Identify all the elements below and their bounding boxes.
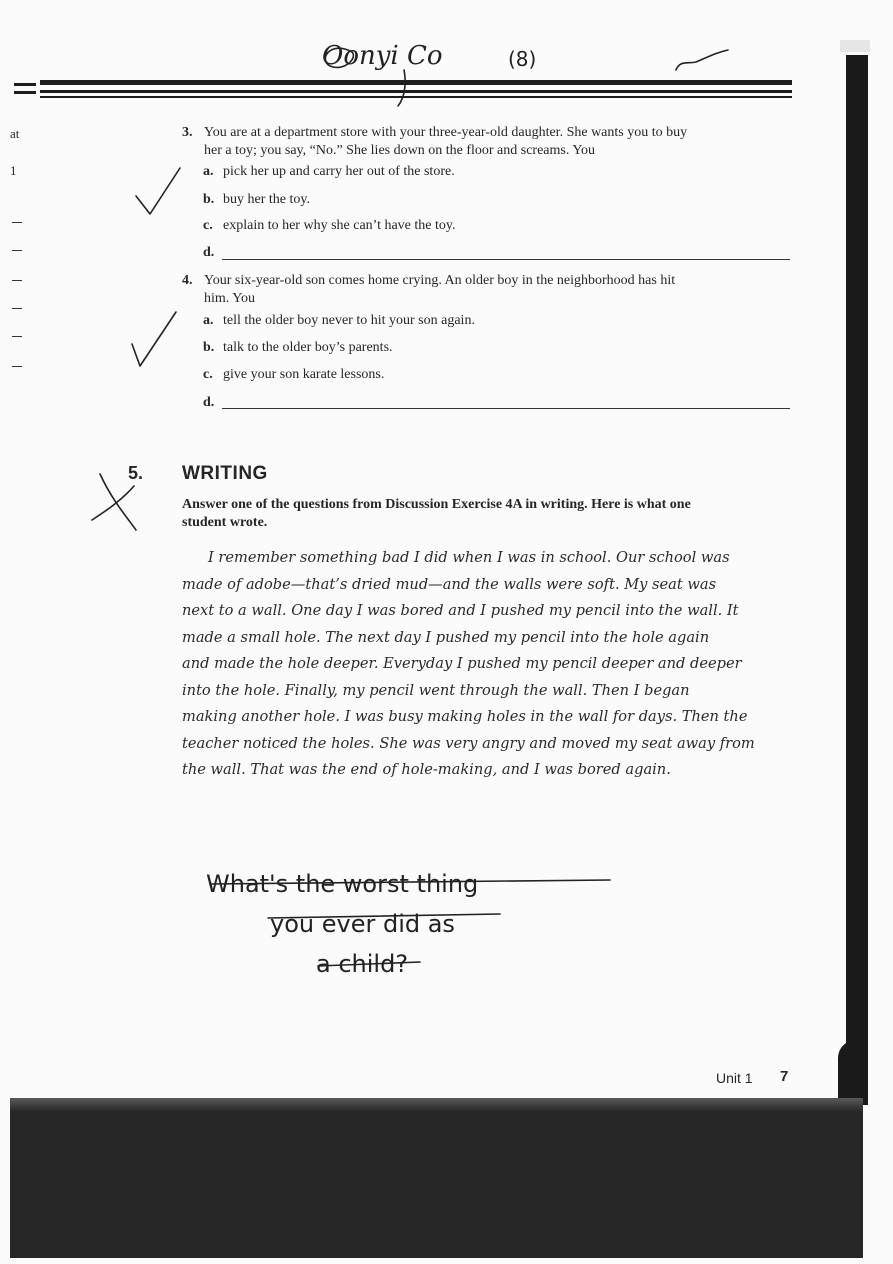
question-stem-line: You are at a department store with your three-year-old daughter. She wants you to buy bbox=[204, 125, 688, 140]
handwritten-prompt: you ever did as bbox=[270, 910, 455, 938]
page-number: 7 bbox=[780, 1068, 789, 1085]
handwritten-name: Oonyi Co bbox=[322, 41, 443, 71]
question-number: 4. bbox=[182, 273, 193, 288]
option-letter: c. bbox=[203, 218, 213, 233]
essay-line: and made the hole deeper. Everyday I pushed my pencil deeper and deeper bbox=[182, 655, 742, 672]
option-text: buy her the toy. bbox=[223, 192, 310, 207]
instruction-line: student wrote. bbox=[182, 515, 268, 530]
handwritten-prompt: What's the worst thing bbox=[206, 870, 479, 898]
option-text: pick her up and carry her out of the store. bbox=[223, 164, 455, 179]
check-mark-icon bbox=[676, 50, 728, 70]
instruction-line: Answer one of the questions from Discussion Exercise 4A in writing. Here is what one bbox=[182, 497, 691, 512]
option-letter: a. bbox=[203, 164, 214, 179]
essay-line: into the hole. Finally, my pencil went through the wall. Then I began bbox=[182, 681, 690, 699]
essay-line: making another hole. I was busy making holes in the wall for days. Then the bbox=[182, 708, 748, 725]
essay-line: teacher noticed the holes. She was very angry and moved my seat away from bbox=[182, 734, 755, 752]
footer-unit-label: Unit 1 bbox=[716, 1070, 753, 1086]
section-title: WRITING bbox=[182, 463, 268, 484]
option-letter: d. bbox=[203, 395, 215, 410]
essay-line: I remember something bad I did when I was in school. Our school was bbox=[208, 549, 730, 566]
essay-line: made a small hole. The next day I pushed my pencil into the hole again bbox=[182, 628, 710, 646]
handwritten-prompt: a child? bbox=[316, 950, 409, 978]
question-stem-line: her a toy; you say, “No.” She lies down on the floor and screams. You bbox=[204, 143, 596, 158]
option-letter: b. bbox=[203, 192, 215, 207]
option-letter: d. bbox=[203, 245, 215, 260]
check-mark-icon bbox=[132, 312, 176, 366]
question-stem-line: him. You bbox=[204, 291, 255, 306]
question-stem-line: Your six-year-old son comes home crying. An older boy in the neighborhood has hit bbox=[204, 273, 676, 288]
cross-mark-icon bbox=[92, 486, 134, 520]
option-text: talk to the older boy’s parents. bbox=[223, 340, 393, 355]
margin-fragment: at bbox=[10, 126, 20, 141]
option-text: give your son karate lessons. bbox=[223, 367, 385, 382]
essay-line: the wall. That was the end of hole-making, and I was bored again. bbox=[182, 761, 671, 778]
essay-line: made of adobe—that’s dried mud—and the walls were soft. My seat was bbox=[182, 575, 717, 593]
option-letter: b. bbox=[203, 340, 215, 355]
margin-fragment: 1 bbox=[10, 163, 17, 178]
option-letter: c. bbox=[203, 367, 213, 382]
handwritten-name-stroke bbox=[398, 70, 405, 106]
question-number: 3. bbox=[182, 125, 193, 140]
option-text: explain to her why she can’t have the toy. bbox=[223, 218, 456, 233]
handwritten-score: (8) bbox=[508, 47, 537, 71]
section-number: 5. bbox=[128, 463, 144, 483]
option-text: tell the older boy never to hit your son again. bbox=[223, 313, 475, 328]
option-letter: a. bbox=[203, 313, 214, 328]
check-mark-icon bbox=[136, 168, 180, 214]
essay-line: next to a wall. One day I was bored and I pushed my pencil into the wall. It bbox=[182, 602, 739, 619]
